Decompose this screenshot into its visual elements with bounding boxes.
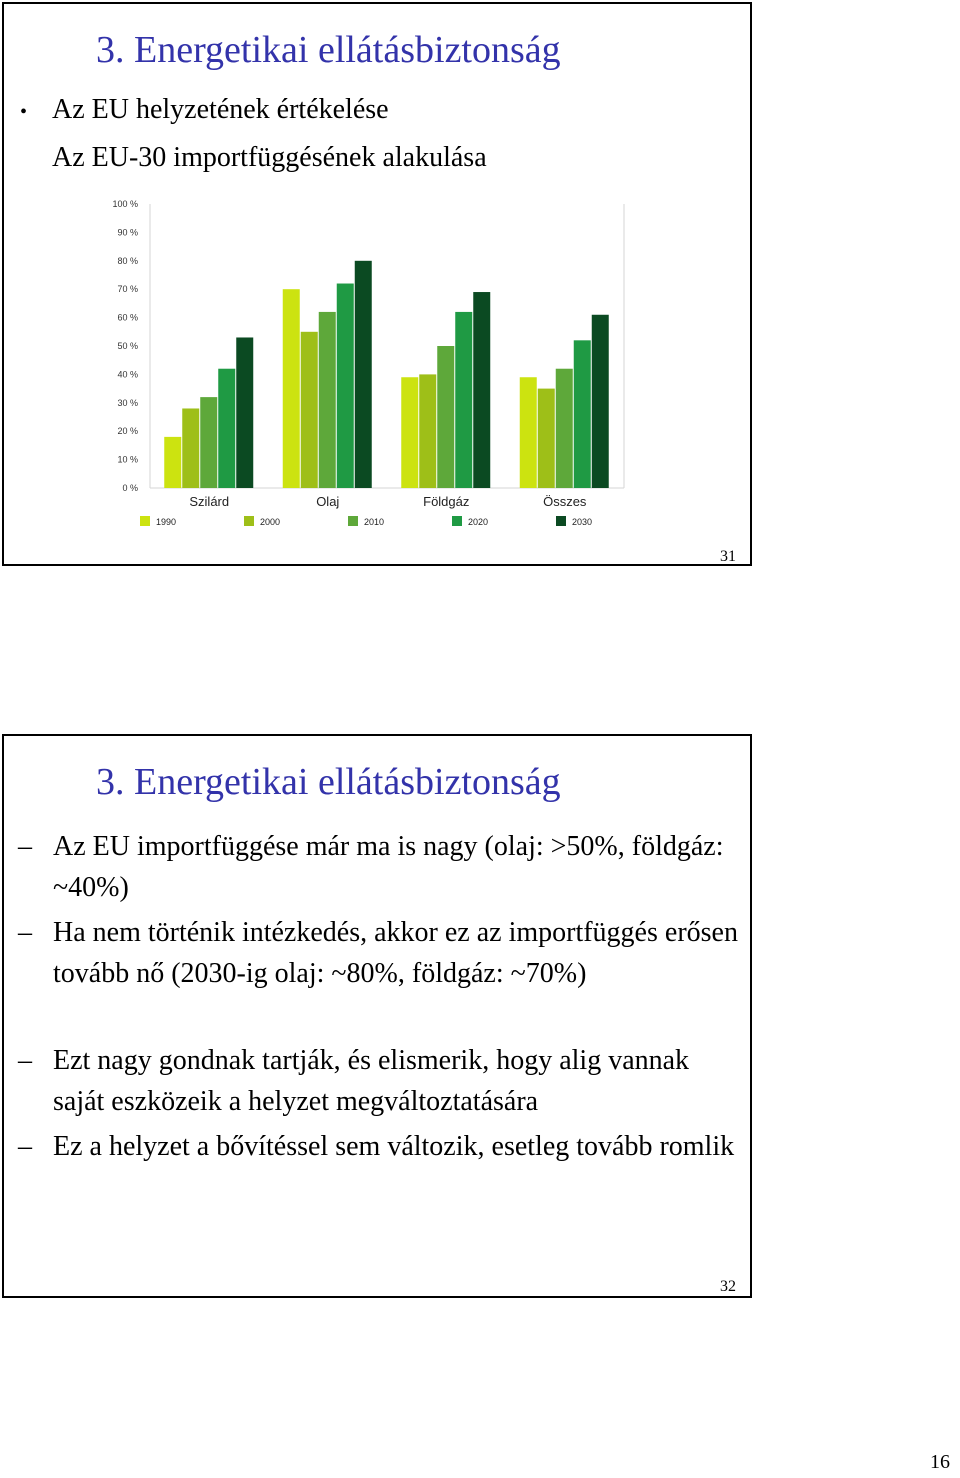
legend-label: 1990 (156, 517, 177, 527)
bar (200, 397, 217, 488)
y-tick-label: 40 % (117, 369, 138, 380)
y-tick-label: 90 % (117, 227, 138, 238)
y-tick-label: 100 % (112, 199, 138, 209)
bar (556, 369, 573, 488)
bullet-item (20, 94, 389, 126)
dash-icon: – (18, 1045, 32, 1076)
bar (473, 292, 490, 488)
dash-icon: – (18, 831, 32, 862)
dash-icon: – (18, 1131, 32, 1162)
legend-label: 2020 (468, 517, 489, 527)
y-tick-label: 60 % (117, 312, 138, 323)
y-tick-label: 80 % (117, 255, 138, 266)
y-tick-label: 10 % (117, 454, 138, 465)
bar (182, 408, 199, 488)
x-tick-label: Földgáz (423, 494, 470, 509)
bar (301, 332, 318, 488)
dash-item-text: Az EU importfüggése már ma is nagy (olaj: >50%, földgáz: ~40%) (53, 831, 724, 903)
dash-item-text: Ezt nagy gondnak tartják, és elismerik, hogy alig vannak saját eszközeik a helyzet megváltoztatására (53, 1045, 690, 1117)
chart-caption: Az EU-30 importfüggésének alakulása (52, 142, 487, 173)
dash-item (18, 826, 738, 908)
x-tick-label: Összes (543, 494, 587, 509)
bullet-icon: • (20, 101, 28, 123)
legend-swatch (556, 516, 566, 526)
bar (538, 389, 555, 488)
legend-label: 2010 (364, 517, 385, 527)
x-tick-label: Olaj (316, 494, 340, 509)
bar (437, 346, 454, 488)
y-tick-label: 30 % (117, 397, 138, 408)
bar (455, 312, 472, 488)
legend-label: 2000 (260, 517, 281, 527)
dash-item (18, 1040, 738, 1122)
slide-32 (2, 734, 752, 1298)
bar (355, 261, 372, 488)
bullet-text: Az EU helyzetének értékelése (52, 94, 389, 125)
slide-title: 3. Energetikai ellátásbiztonság (96, 29, 561, 71)
legend-swatch (452, 516, 462, 526)
chart-svg (104, 192, 626, 532)
slide-number: 31 (720, 548, 736, 565)
bar (592, 315, 609, 488)
slide-title: 3. Energetikai ellátásbiztonság (96, 761, 561, 803)
bar (574, 340, 591, 488)
bar (401, 377, 418, 488)
legend-swatch (244, 516, 254, 526)
legend-swatch (348, 516, 358, 526)
y-tick-label: 70 % (117, 284, 138, 295)
y-tick-label: 0 % (122, 483, 138, 493)
dash-item-text: Ez a helyzet a bővítéssel sem változik, esetleg tovább romlik (53, 1131, 735, 1162)
dash-item-text: Ha nem történik intézkedés, akkor ez az importfüggés erősen tovább nő (2030-ig olaj: ~80%, földgáz: ~70%) (53, 917, 738, 989)
slide-number: 32 (720, 1278, 736, 1295)
y-tick-label: 50 % (117, 341, 138, 351)
import-dependency-chart (104, 192, 626, 532)
page-number: 16 (930, 1451, 950, 1473)
bar (236, 337, 253, 488)
bar (164, 437, 181, 488)
dash-icon: – (18, 917, 32, 948)
bar (218, 369, 235, 488)
bar (319, 312, 336, 488)
slide-31 (2, 2, 752, 566)
y-tick-label: 20 % (117, 426, 138, 437)
bar (337, 284, 354, 488)
x-tick-label: Szilárd (189, 494, 230, 509)
dash-item (18, 1126, 738, 1167)
bar (283, 289, 300, 488)
legend-label: 2030 (572, 517, 593, 527)
bar (419, 374, 436, 488)
legend-swatch (140, 516, 150, 526)
bar (520, 377, 537, 488)
dash-item (18, 912, 738, 994)
